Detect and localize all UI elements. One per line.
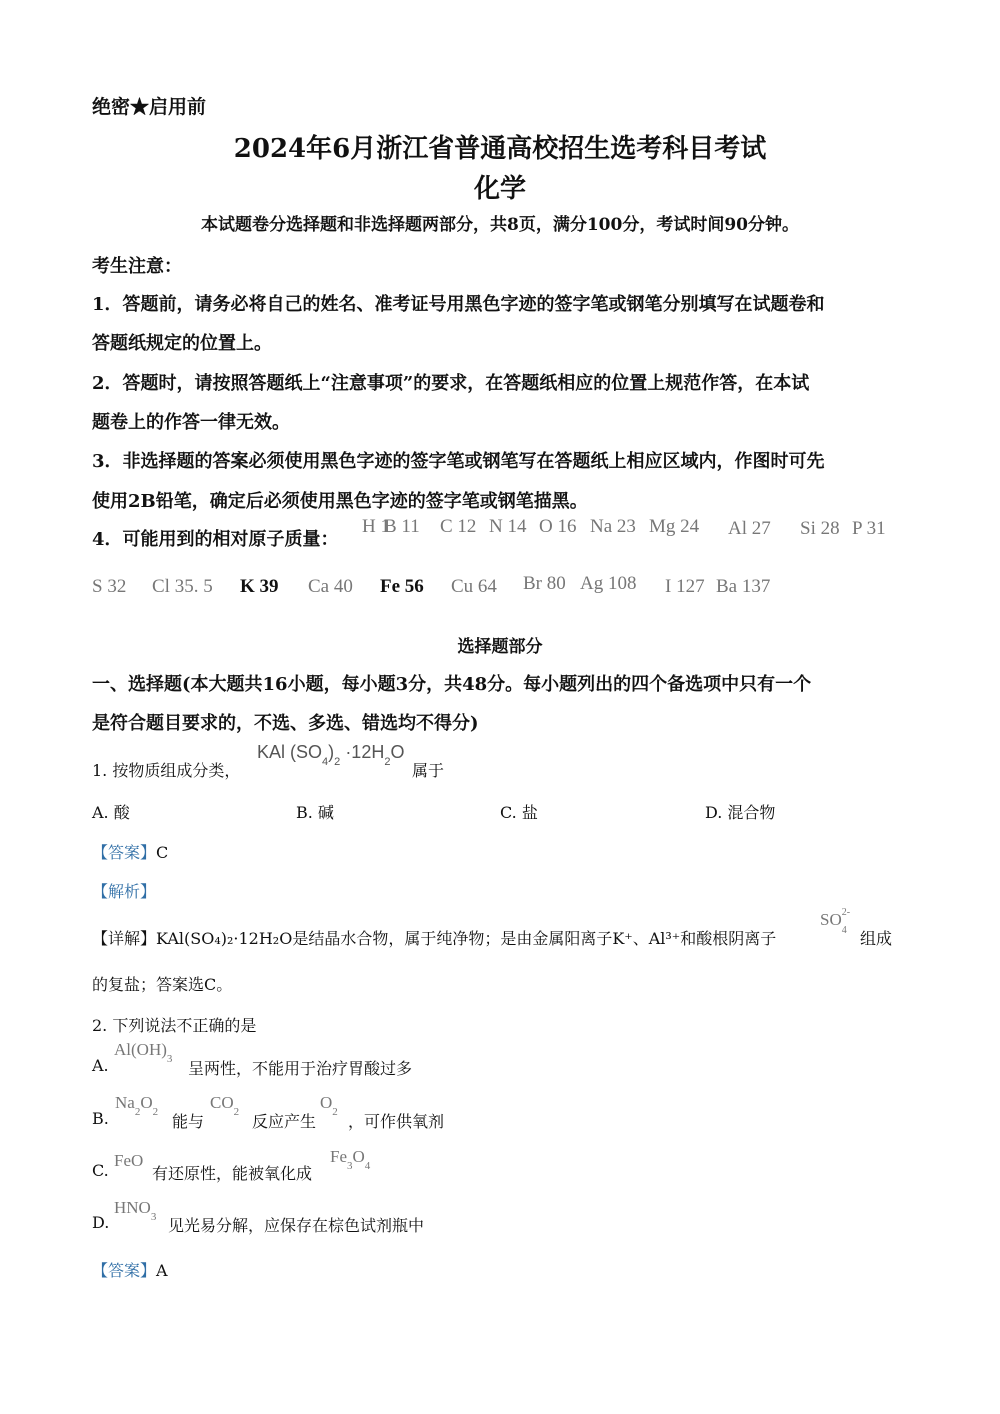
- mass-h: H 1: [362, 516, 390, 537]
- mass-i: I 127: [665, 576, 705, 597]
- q2-c-formula-2: $Fe_3O_4$: [330, 1147, 371, 1172]
- mass-na: Na 23: [590, 516, 636, 537]
- q1-answer: [92, 840, 168, 863]
- notice-item-3: 3．非选择题的答案必须使用黑色字迹的签字笔或钢笔写在答题纸上相应区域内，作图时可先: [92, 451, 825, 472]
- mass-k: K 39: [240, 576, 279, 597]
- exam-info: 本试题卷分选择题和非选择题两部分，共8页，满分100分，考试时间90分钟。: [201, 215, 799, 235]
- q1-option-c: C. 盐: [500, 803, 538, 822]
- q2-c-formula-1: FeO: [114, 1151, 144, 1170]
- q2-option-b-text-1: 能与: [172, 1112, 205, 1131]
- q1-stem: 1. 按物质组成分类，: [92, 761, 241, 780]
- q2-b-formula-2: $CO_2$: [210, 1093, 240, 1118]
- q2-option-b-text-2: 反应产生: [252, 1112, 317, 1131]
- notice-item-1: 1．答题前，请务必将自己的姓名、准考证号用黑色字迹的签字笔或钢笔分别填写在试题卷和: [92, 294, 825, 315]
- q1-option-d: D. 混合物: [705, 803, 776, 822]
- mass-ba: Ba 137: [716, 576, 771, 597]
- q1-detail-end: 组成: [860, 929, 893, 948]
- answer-tag: 【答案】: [92, 843, 157, 862]
- notice-item-1-cont: 答题纸规定的位置上。: [92, 333, 272, 354]
- notice-item-3-cont: 使用2B铅笔，确定后必须使用黑色字迹的签字笔或钢笔描黑。: [92, 491, 588, 512]
- mass-s: S 32: [92, 576, 127, 597]
- q1-stem-end: 属于: [412, 761, 445, 780]
- q1-option-b: B. 碱: [296, 803, 334, 822]
- mass-p: P 31: [852, 518, 886, 539]
- q1-analysis-tag: 【解析】: [92, 882, 157, 901]
- q1-formula: KAl $(SO_4)_2 \cdot 12H_2O$: [257, 742, 405, 768]
- mass-ag: Ag 108: [580, 573, 637, 594]
- part1-instructions: 一、选择题(本大题共16小题，每小题3分，共48分。每小题列出的四个备选项中只有一个: [92, 674, 812, 695]
- q2-b-formula-1: $Na_2O_2$: [115, 1093, 159, 1118]
- mass-c: C 12: [440, 516, 477, 537]
- mass-al: Al 27: [728, 518, 771, 539]
- q2-option-a-text: 呈两性，不能用于治疗胃酸过多: [188, 1059, 413, 1078]
- section-title: 选择题部分: [457, 637, 543, 657]
- q2-answer: [92, 1258, 168, 1281]
- q2-option-c-text: 有还原性，能被氧化成: [152, 1164, 313, 1183]
- notice-heading: 考生注意：: [92, 256, 182, 277]
- notice-item-4: 4．可能用到的相对原子质量：: [92, 529, 339, 550]
- part1-instructions-cont: 是符合题目要求的，不选、多选、错选均不得分): [92, 713, 479, 734]
- q2-option-a-label: A.: [92, 1056, 109, 1075]
- mass-mg: Mg 24: [649, 516, 700, 537]
- q2-stem: 2. 下列说法不正确的是: [92, 1016, 257, 1035]
- exam-title: 2024年6月浙江省普通高校招生选考科目考试: [233, 134, 767, 164]
- mass-b: B 11: [384, 516, 420, 537]
- confidential-label: 绝密★启用前: [92, 96, 207, 118]
- mass-ca: Ca 40: [308, 576, 353, 597]
- answer-tag: 【答案】: [92, 1261, 157, 1280]
- q1-detail-cont: 的复盐；答案选C。: [92, 975, 233, 994]
- q2-a-formula: $Al(OH)_3$: [114, 1040, 173, 1065]
- subject-title: 化学: [473, 174, 526, 204]
- q2-d-formula: $HNO_3$: [114, 1198, 157, 1223]
- mass-cl: Cl 35. 5: [152, 576, 213, 597]
- notice-item-2: 2．答题时，请按照答题纸上“注意事项”的要求，在答题纸相应的位置上规范作答，在本试: [92, 373, 810, 394]
- mass-o: O 16: [539, 516, 577, 537]
- notice-item-2-cont: 题卷上的作答一律无效。: [92, 412, 290, 433]
- q2-b-formula-3: $O_2$: [320, 1093, 338, 1118]
- q2-option-d-text: 见光易分解，应保存在棕色试剂瓶中: [168, 1216, 425, 1235]
- q2-option-b-text-3: ，可作供氧剂: [348, 1112, 445, 1131]
- q1-option-a: A. 酸: [92, 803, 130, 822]
- mass-fe: Fe 56: [380, 576, 424, 597]
- mass-br: Br 80: [523, 573, 566, 594]
- mass-si: Si 28: [800, 518, 840, 539]
- q1-detail: 【详解】KAl(SO₄)₂·12H₂O是结晶水合物，属于纯净物；是由金属阳离子K⁺、Al³⁺和酸根阴离子: [92, 929, 777, 948]
- mass-n: N 14: [489, 516, 527, 537]
- sulfate-ion-formula: SO 2- 4: [820, 907, 851, 936]
- mass-cu: Cu 64: [451, 576, 497, 597]
- answer-value: C: [156, 843, 169, 862]
- q2-option-d-label: D.: [92, 1213, 110, 1232]
- answer-value: A: [156, 1261, 168, 1280]
- q2-option-c-label: C.: [92, 1161, 109, 1180]
- q2-option-b-label: B.: [92, 1109, 109, 1128]
